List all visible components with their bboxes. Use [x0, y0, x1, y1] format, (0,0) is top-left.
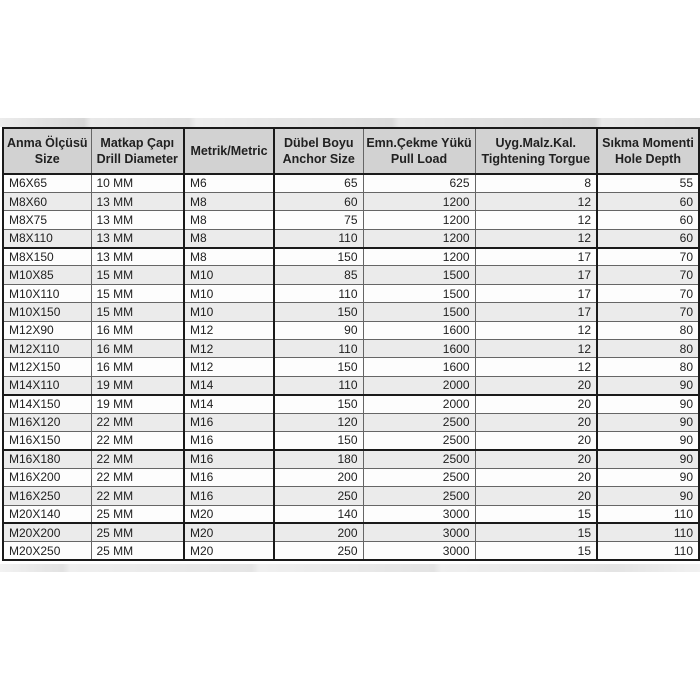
- cell-pull: 1200: [363, 192, 475, 210]
- cell-depth: 55: [597, 174, 699, 192]
- cell-pull: 1500: [363, 303, 475, 321]
- cell-drill: 22 MM: [91, 450, 184, 468]
- cell-size: M16X200: [3, 468, 91, 486]
- cell-metric: M14: [184, 376, 274, 394]
- table-row: [3, 340, 699, 358]
- spec-table: [2, 127, 700, 561]
- cell-size: M14X110: [3, 376, 91, 394]
- cell-torque: 15: [475, 523, 597, 541]
- table-row: [3, 284, 699, 302]
- cell-depth: 70: [597, 266, 699, 284]
- cell-drill: 13 MM: [91, 248, 184, 266]
- cell-metric: M16: [184, 413, 274, 431]
- cell-size: M20X140: [3, 505, 91, 523]
- cell-pull: 1500: [363, 266, 475, 284]
- cell-metric: M8: [184, 192, 274, 210]
- table-row: [3, 266, 699, 284]
- cell-drill: 22 MM: [91, 487, 184, 505]
- cell-size: M6X65: [3, 174, 91, 192]
- cell-metric: M16: [184, 487, 274, 505]
- cell-drill: 25 MM: [91, 542, 184, 560]
- cell-pull: 1600: [363, 358, 475, 376]
- table-row: [3, 192, 699, 210]
- column-header-line2: Pull Load: [390, 152, 448, 166]
- bottom-edge-strip: [0, 564, 700, 572]
- table-row: [3, 303, 699, 321]
- column-header-line2: Anchor Size: [282, 152, 355, 166]
- cell-size: M8X75: [3, 211, 91, 229]
- cell-depth: 80: [597, 340, 699, 358]
- cell-metric: M8: [184, 211, 274, 229]
- cell-metric: M16: [184, 431, 274, 449]
- cell-anchor: 250: [274, 487, 363, 505]
- cell-drill: 22 MM: [91, 431, 184, 449]
- column-header-metric: [184, 128, 274, 174]
- cell-depth: 110: [597, 523, 699, 541]
- table-row: [3, 505, 699, 523]
- cell-anchor: 150: [274, 303, 363, 321]
- cell-depth: 80: [597, 358, 699, 376]
- table-row: [3, 376, 699, 394]
- table-row: [3, 395, 699, 413]
- cell-depth: 90: [597, 413, 699, 431]
- cell-anchor: 250: [274, 542, 363, 560]
- cell-drill: 15 MM: [91, 266, 184, 284]
- cell-torque: 8: [475, 174, 597, 192]
- cell-metric: M8: [184, 229, 274, 247]
- cell-metric: M20: [184, 505, 274, 523]
- cell-size: M10X150: [3, 303, 91, 321]
- cell-depth: 110: [597, 505, 699, 523]
- cell-size: M8X150: [3, 248, 91, 266]
- cell-pull: 2500: [363, 413, 475, 431]
- table-row: [3, 542, 699, 560]
- cell-pull: 1600: [363, 321, 475, 339]
- cell-torque: 12: [475, 321, 597, 339]
- cell-size: M16X180: [3, 450, 91, 468]
- cell-torque: 20: [475, 487, 597, 505]
- table-row: [3, 413, 699, 431]
- cell-torque: 12: [475, 358, 597, 376]
- cell-anchor: 140: [274, 505, 363, 523]
- cell-anchor: 110: [274, 340, 363, 358]
- cell-pull: 3000: [363, 542, 475, 560]
- column-header-line2: Size: [34, 152, 60, 166]
- spec-table-head: [3, 128, 699, 174]
- cell-torque: 12: [475, 211, 597, 229]
- table-row: [3, 431, 699, 449]
- column-header-line2: Hole Depth: [615, 152, 681, 166]
- cell-torque: 20: [475, 468, 597, 486]
- cell-drill: 22 MM: [91, 413, 184, 431]
- column-header-line1: Metrik/Metric: [190, 143, 268, 158]
- table-row: [3, 229, 699, 247]
- column-header-line1: Dübel Boyu: [284, 135, 354, 150]
- cell-depth: 90: [597, 468, 699, 486]
- cell-pull: 2500: [363, 450, 475, 468]
- cell-pull: 3000: [363, 505, 475, 523]
- cell-drill: 25 MM: [91, 505, 184, 523]
- cell-drill: 16 MM: [91, 321, 184, 339]
- cell-drill: 25 MM: [91, 523, 184, 541]
- cell-pull: 3000: [363, 523, 475, 541]
- cell-anchor: 110: [274, 284, 363, 302]
- cell-anchor: 200: [274, 523, 363, 541]
- cell-depth: 80: [597, 321, 699, 339]
- cell-pull: 2000: [363, 395, 475, 413]
- cell-metric: M12: [184, 340, 274, 358]
- cell-size: M20X200: [3, 523, 91, 541]
- table-row: [3, 358, 699, 376]
- cell-drill: 15 MM: [91, 284, 184, 302]
- cell-pull: 2500: [363, 487, 475, 505]
- cell-pull: 1500: [363, 284, 475, 302]
- cell-size: M12X90: [3, 321, 91, 339]
- cell-metric: M10: [184, 303, 274, 321]
- cell-anchor: 75: [274, 211, 363, 229]
- cell-depth: 70: [597, 284, 699, 302]
- cell-drill: 16 MM: [91, 358, 184, 376]
- cell-torque: 20: [475, 376, 597, 394]
- table-row: [3, 248, 699, 266]
- cell-metric: M10: [184, 266, 274, 284]
- cell-anchor: 200: [274, 468, 363, 486]
- cell-size: M8X110: [3, 229, 91, 247]
- cell-anchor: 90: [274, 321, 363, 339]
- cell-metric: M10: [184, 284, 274, 302]
- cell-depth: 90: [597, 431, 699, 449]
- cell-depth: 60: [597, 192, 699, 210]
- cell-drill: 19 MM: [91, 395, 184, 413]
- header-row: [3, 128, 699, 174]
- cell-anchor: 120: [274, 413, 363, 431]
- cell-drill: 16 MM: [91, 340, 184, 358]
- cell-torque: 17: [475, 248, 597, 266]
- cell-anchor: 65: [274, 174, 363, 192]
- cell-torque: 12: [475, 229, 597, 247]
- cell-drill: 15 MM: [91, 303, 184, 321]
- column-header-pull: [363, 128, 475, 174]
- cell-torque: 15: [475, 542, 597, 560]
- cell-metric: M8: [184, 248, 274, 266]
- cell-metric: M16: [184, 468, 274, 486]
- column-header-line1: Matkap Çapı: [100, 135, 175, 150]
- cell-pull: 2500: [363, 468, 475, 486]
- cell-torque: 20: [475, 413, 597, 431]
- column-header-depth: [597, 128, 699, 174]
- cell-size: M16X120: [3, 413, 91, 431]
- cell-drill: 13 MM: [91, 211, 184, 229]
- column-header-line1: Sıkma Momenti: [602, 135, 694, 150]
- table-row: [3, 174, 699, 192]
- table-row: [3, 487, 699, 505]
- table-row: [3, 211, 699, 229]
- cell-torque: 20: [475, 431, 597, 449]
- column-header-anchor: [274, 128, 363, 174]
- column-header-drill: [91, 128, 184, 174]
- cell-size: M12X110: [3, 340, 91, 358]
- cell-metric: M16: [184, 450, 274, 468]
- column-header-torque: [475, 128, 597, 174]
- spec-table-body: [3, 174, 699, 560]
- cell-anchor: 180: [274, 450, 363, 468]
- cell-size: M10X85: [3, 266, 91, 284]
- cell-depth: 90: [597, 376, 699, 394]
- table-row: [3, 523, 699, 541]
- column-header-line2: Drill Diameter: [96, 152, 178, 166]
- column-header-line1: Emn.Çekme Yükü: [366, 135, 472, 150]
- cell-anchor: 85: [274, 266, 363, 284]
- cell-metric: M20: [184, 542, 274, 560]
- cell-size: M10X110: [3, 284, 91, 302]
- cell-anchor: 110: [274, 229, 363, 247]
- column-header-line1: Anma Ölçüsü: [6, 135, 88, 150]
- column-header-line2: Tightening Torgue: [481, 152, 591, 166]
- cell-depth: 90: [597, 487, 699, 505]
- cell-drill: 22 MM: [91, 468, 184, 486]
- cell-depth: 90: [597, 450, 699, 468]
- column-header-size: [3, 128, 91, 174]
- cell-anchor: 150: [274, 248, 363, 266]
- cell-metric: M14: [184, 395, 274, 413]
- cell-metric: M12: [184, 358, 274, 376]
- cell-depth: 60: [597, 229, 699, 247]
- cell-size: M16X250: [3, 487, 91, 505]
- cell-pull: 1200: [363, 229, 475, 247]
- cell-pull: 625: [363, 174, 475, 192]
- cell-pull: 1600: [363, 340, 475, 358]
- cell-pull: 1200: [363, 211, 475, 229]
- cell-metric: M20: [184, 523, 274, 541]
- cell-size: M12X150: [3, 358, 91, 376]
- cell-metric: M6: [184, 174, 274, 192]
- cell-drill: 13 MM: [91, 229, 184, 247]
- cell-torque: 12: [475, 192, 597, 210]
- top-edge-strip: [0, 118, 700, 127]
- cell-depth: 110: [597, 542, 699, 560]
- cell-depth: 70: [597, 303, 699, 321]
- cell-anchor: 150: [274, 358, 363, 376]
- cell-anchor: 60: [274, 192, 363, 210]
- table-row: [3, 450, 699, 468]
- cell-anchor: 150: [274, 431, 363, 449]
- cell-anchor: 150: [274, 395, 363, 413]
- cell-torque: 15: [475, 505, 597, 523]
- cell-torque: 20: [475, 395, 597, 413]
- column-header-line1: Uyg.Malz.Kal.: [495, 135, 577, 150]
- cell-pull: 2500: [363, 431, 475, 449]
- table-row: [3, 468, 699, 486]
- cell-drill: 10 MM: [91, 174, 184, 192]
- table-row: [3, 321, 699, 339]
- cell-torque: 17: [475, 266, 597, 284]
- cell-size: M16X150: [3, 431, 91, 449]
- cell-anchor: 110: [274, 376, 363, 394]
- cell-pull: 1200: [363, 248, 475, 266]
- cell-drill: 13 MM: [91, 192, 184, 210]
- cell-depth: 90: [597, 395, 699, 413]
- cell-torque: 17: [475, 303, 597, 321]
- cell-drill: 19 MM: [91, 376, 184, 394]
- cell-torque: 17: [475, 284, 597, 302]
- cell-depth: 70: [597, 248, 699, 266]
- cell-torque: 12: [475, 340, 597, 358]
- cell-size: M8X60: [3, 192, 91, 210]
- cell-size: M20X250: [3, 542, 91, 560]
- cell-size: M14X150: [3, 395, 91, 413]
- cell-depth: 60: [597, 211, 699, 229]
- cell-metric: M12: [184, 321, 274, 339]
- cell-torque: 20: [475, 450, 597, 468]
- cell-pull: 2000: [363, 376, 475, 394]
